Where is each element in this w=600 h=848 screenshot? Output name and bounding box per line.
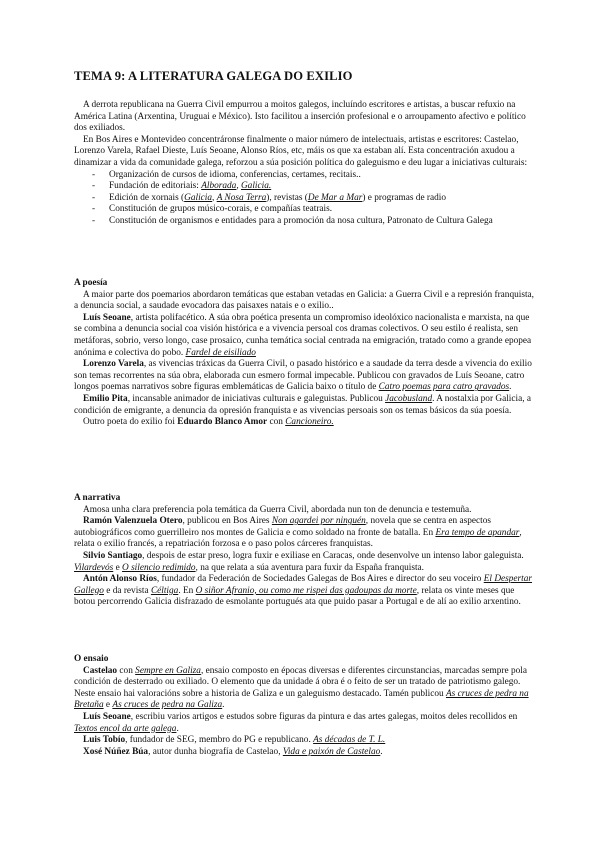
work-title: Catro poemas para catro gravados [378,382,510,393]
paragraph-text: , na que relata a súa aventura para fuxir da España franquista. [195,562,424,573]
intro-section [74,100,534,228]
poesia-paragraph: A maior parte dos poemarios abordaron temáticas que estaban vetadas en Galicia: a Guerra Civil e a represión franquista, a denuncia social, a saudade evocadora das paisaxes natais e o exilio.. [74,289,534,312]
paragraph-text: . A nostalxia por Galicia, a condición de emigrante, a denuncia da opresión franquista e as vivencias persoais son os temas básicos da súa poesía. [74,393,531,416]
author-name: Antón Alonso Ríos [83,574,157,585]
section-heading: A narrativa [74,493,121,503]
paragraph-text: . [380,746,383,757]
author-name: Xosé Núñez Búa [83,746,149,757]
paragraph-text: , relata o exilio francés, a repatriación forzosa e o paso polos cárceres franquistas. [74,527,522,550]
list-item [74,204,534,216]
paragraph-text: , fundador da Federación de Sociedades Galegas de Bos Aires e director do seu voceiro [156,574,484,585]
item-text: Constitución de grupos músico-corais, e compañías teatrais. [109,204,333,215]
paragraph-text: . [176,723,179,734]
list-item [74,170,534,182]
work-title: Galicia. [240,181,272,192]
paragraph-text: , fundador de SEG, membro do PG e republicano. [125,735,314,746]
dash-bullet: - [92,192,96,203]
page-title: TEMA 9: A LITERATURA GALEGA DO EXILIO [74,69,353,83]
author-name: Emilio Pita [83,393,128,404]
paragraph-text: , incansable animador de iniciativas culturais e galeguistas. Publicou [127,393,386,404]
item-text: Fundación de editoriais: [109,181,202,192]
tobio-paragraph [74,735,534,747]
item-text: Organización de cursos de idioma, conferencias, certames, recitais.. [109,169,361,180]
paragraph-text: con [267,417,286,428]
author-name: Luís Seoane [83,312,131,323]
paragraph-text: , publicou en Bos Aires [182,516,272,527]
seoane-paragraph [74,313,534,359]
blanco-amor-paragraph [74,417,534,429]
work-title: Alborada [201,181,237,192]
paragraph-text: , autor dunha biografía de Castelao, [148,746,283,757]
work-title: Jacobusland [385,393,433,404]
work-title: Sempre en Galiza [135,665,201,676]
paragraph-text: , escribiu varios artigos e estudos sobre figuras da pintura e das artes galegas, moitos deles recollidos en [130,711,518,722]
paragraph-text: , novela que se centra en aspectos autobiográficos como guerrilleiro nos montes de Galicia e como soldado na fronte de batalla. En [74,516,491,538]
dash-bullet: - [92,181,96,192]
paragraph-text: e [113,562,123,573]
item-text: , [212,192,217,203]
author-name: Castelao [83,665,118,676]
dash-bullet: - [92,215,96,226]
work-title: O siñor Afranio, ou como me rispei das gadoupas da morte [195,585,417,596]
paragraph-text: . En [178,585,196,596]
list-item [74,216,534,228]
work-title: As cruces de pedra na Bretaña [74,688,529,711]
paragraph-text: , despois de estar preso, logra fuxir e exiliase en Caracas, onde desenvolve un intenso labor galeguista. [142,550,524,561]
paragraph-text: e da revista [103,585,151,596]
item-text: ), revistas ( [266,192,308,203]
work-title: Era tempo de apandar [435,527,520,538]
work-title: Vida e paixón de Castelao [282,746,381,757]
section-heading: A poesía [74,278,108,288]
author-name: Silvio Santiago [83,550,143,561]
work-title: Non agardei por ninguén [271,516,366,527]
work-title: El Despertar Gallego [74,574,533,596]
narrativa-paragraph: Amosa unha clara preferencia pola temática da Guerra Civil, abordada nun ton de denuncia e testemuña. [83,504,472,515]
paragraph-text: , as vivencias tráxicas da Guerra Civil, o pasado histórico e a saudade da terra desde a vivencia do exilio son temas recorrentes na súa obra, elaborada cun esmero formal impecable. Publicou con gravados de Luís Seoane, catro longos poemas narrativos sobre figuras emblemáticas de Galicia baixo o título de [74,359,532,393]
paragraph-text: . [509,382,512,393]
ensaio-section [74,654,534,758]
work-title: As décadas de T. L. [313,735,386,746]
list-item [74,181,534,193]
paragraph-text: , artista polifacético. A súa obra poética presenta un compromiso ideolóxico nacionalista e marxista, na que se combina a denuncia social coa visión histórica e a vivencia persoal cos dramas colectivos. O seu estilo é realista, sen metáforas, sobrio, verso longo, case prosaico, cunha temática social centrada na emigración, tratado como a grande epopea anónima e colectiva do pobo. [74,312,532,358]
narrativa-section [74,493,534,609]
valenzuela-paragraph [74,516,534,551]
author-name: Luis Tobío [83,735,126,746]
dash-bullet: - [92,204,96,215]
intro-paragraph-2: En Bos Aires e Montevideo concentráronse finalmente o maior número de intelectuais, artistas e escritores: Castelao, Lorenzo Varela, Rafael Dieste, Luís Seoane, Alonso Ríos, etc, máis os que xa estaban alí. Esta concentración axudou a dinamizar a vida da comunidade galega, reforzou a súa posición política do galeguismo e deu lugar a iniciativas culturais: [74,134,528,168]
author-name: Ramón Valenzuela Otero [83,516,183,527]
work-title: A Nosa Terra [216,192,267,203]
dash-bullet: - [92,169,96,180]
paragraph-text: . [222,700,225,711]
work-title: Textos encol da arte galega [74,723,177,734]
paragraph-text: , ensaio composto en épocas diversas e diferentes circunstancias, marcadas sempre pola condición de desterrado ou exiliado. O elemento que da unidade á obra é o feito de ser un tratado de patriotismo galego. Neste ensaio hai valoracións sobre a historia de Galiza e un galeguismo destacado. Tamén publicou [74,665,527,699]
author-name: Luís Seoane [83,711,131,722]
paragraph-text: , relata os vinte meses que botou percorrendo Galicia disfrazado de esmolante portugués ata que puido pasar a Portugal e de alí ao exilio arxentino. [74,585,521,608]
author-name: Lorenzo Varela [83,359,144,370]
work-title: Céltiga [150,585,179,596]
rios-paragraph [74,574,534,609]
item-text: , [236,181,241,192]
work-title: As cruces de pedra na Galiza [112,700,223,711]
item-text: ) e programas de radio [362,192,446,203]
intro-paragraph-1: A derrota republicana na Guerra Civil empurrou a moitos galegos, incluíndo escritores e artistas, a buscar refuxio na América Latina (Arxentina, Uruguai e México). Isto facilitou a inserción profesional e o arroupamento afectivo e político dos exiliados. [74,100,526,134]
work-title: Fardel de eisiliado [185,347,256,358]
work-title: Galicia [184,192,213,203]
work-title: Cancioneiro. [285,417,334,428]
santiago-paragraph [74,551,534,574]
list-item [74,193,534,205]
varela-paragraph [74,359,534,394]
work-title: O silencio redimido [122,562,196,573]
seoane-essay-paragraph [74,712,534,735]
work-title: Vilardevós [74,562,114,573]
paragraph-text: Outro poeta do exilio foi [83,417,178,428]
nunez-paragraph [74,747,534,759]
initiatives-list [74,170,534,228]
pita-paragraph [74,394,534,417]
castelao-paragraph [74,666,534,712]
item-text: Constitución de organismos e entidades para a promoción da nosa cultura, Patronato de Cultura Galega [109,215,493,226]
author-name: Eduardo Blanco Amor [177,417,268,428]
paragraph-text: e [103,700,113,711]
work-title: De Mar a Mar [307,192,363,203]
section-heading: O ensaio [74,654,109,664]
paragraph-text: con [117,665,136,676]
poesia-section [74,278,534,429]
item-text: Edición de xornais ( [109,192,185,203]
